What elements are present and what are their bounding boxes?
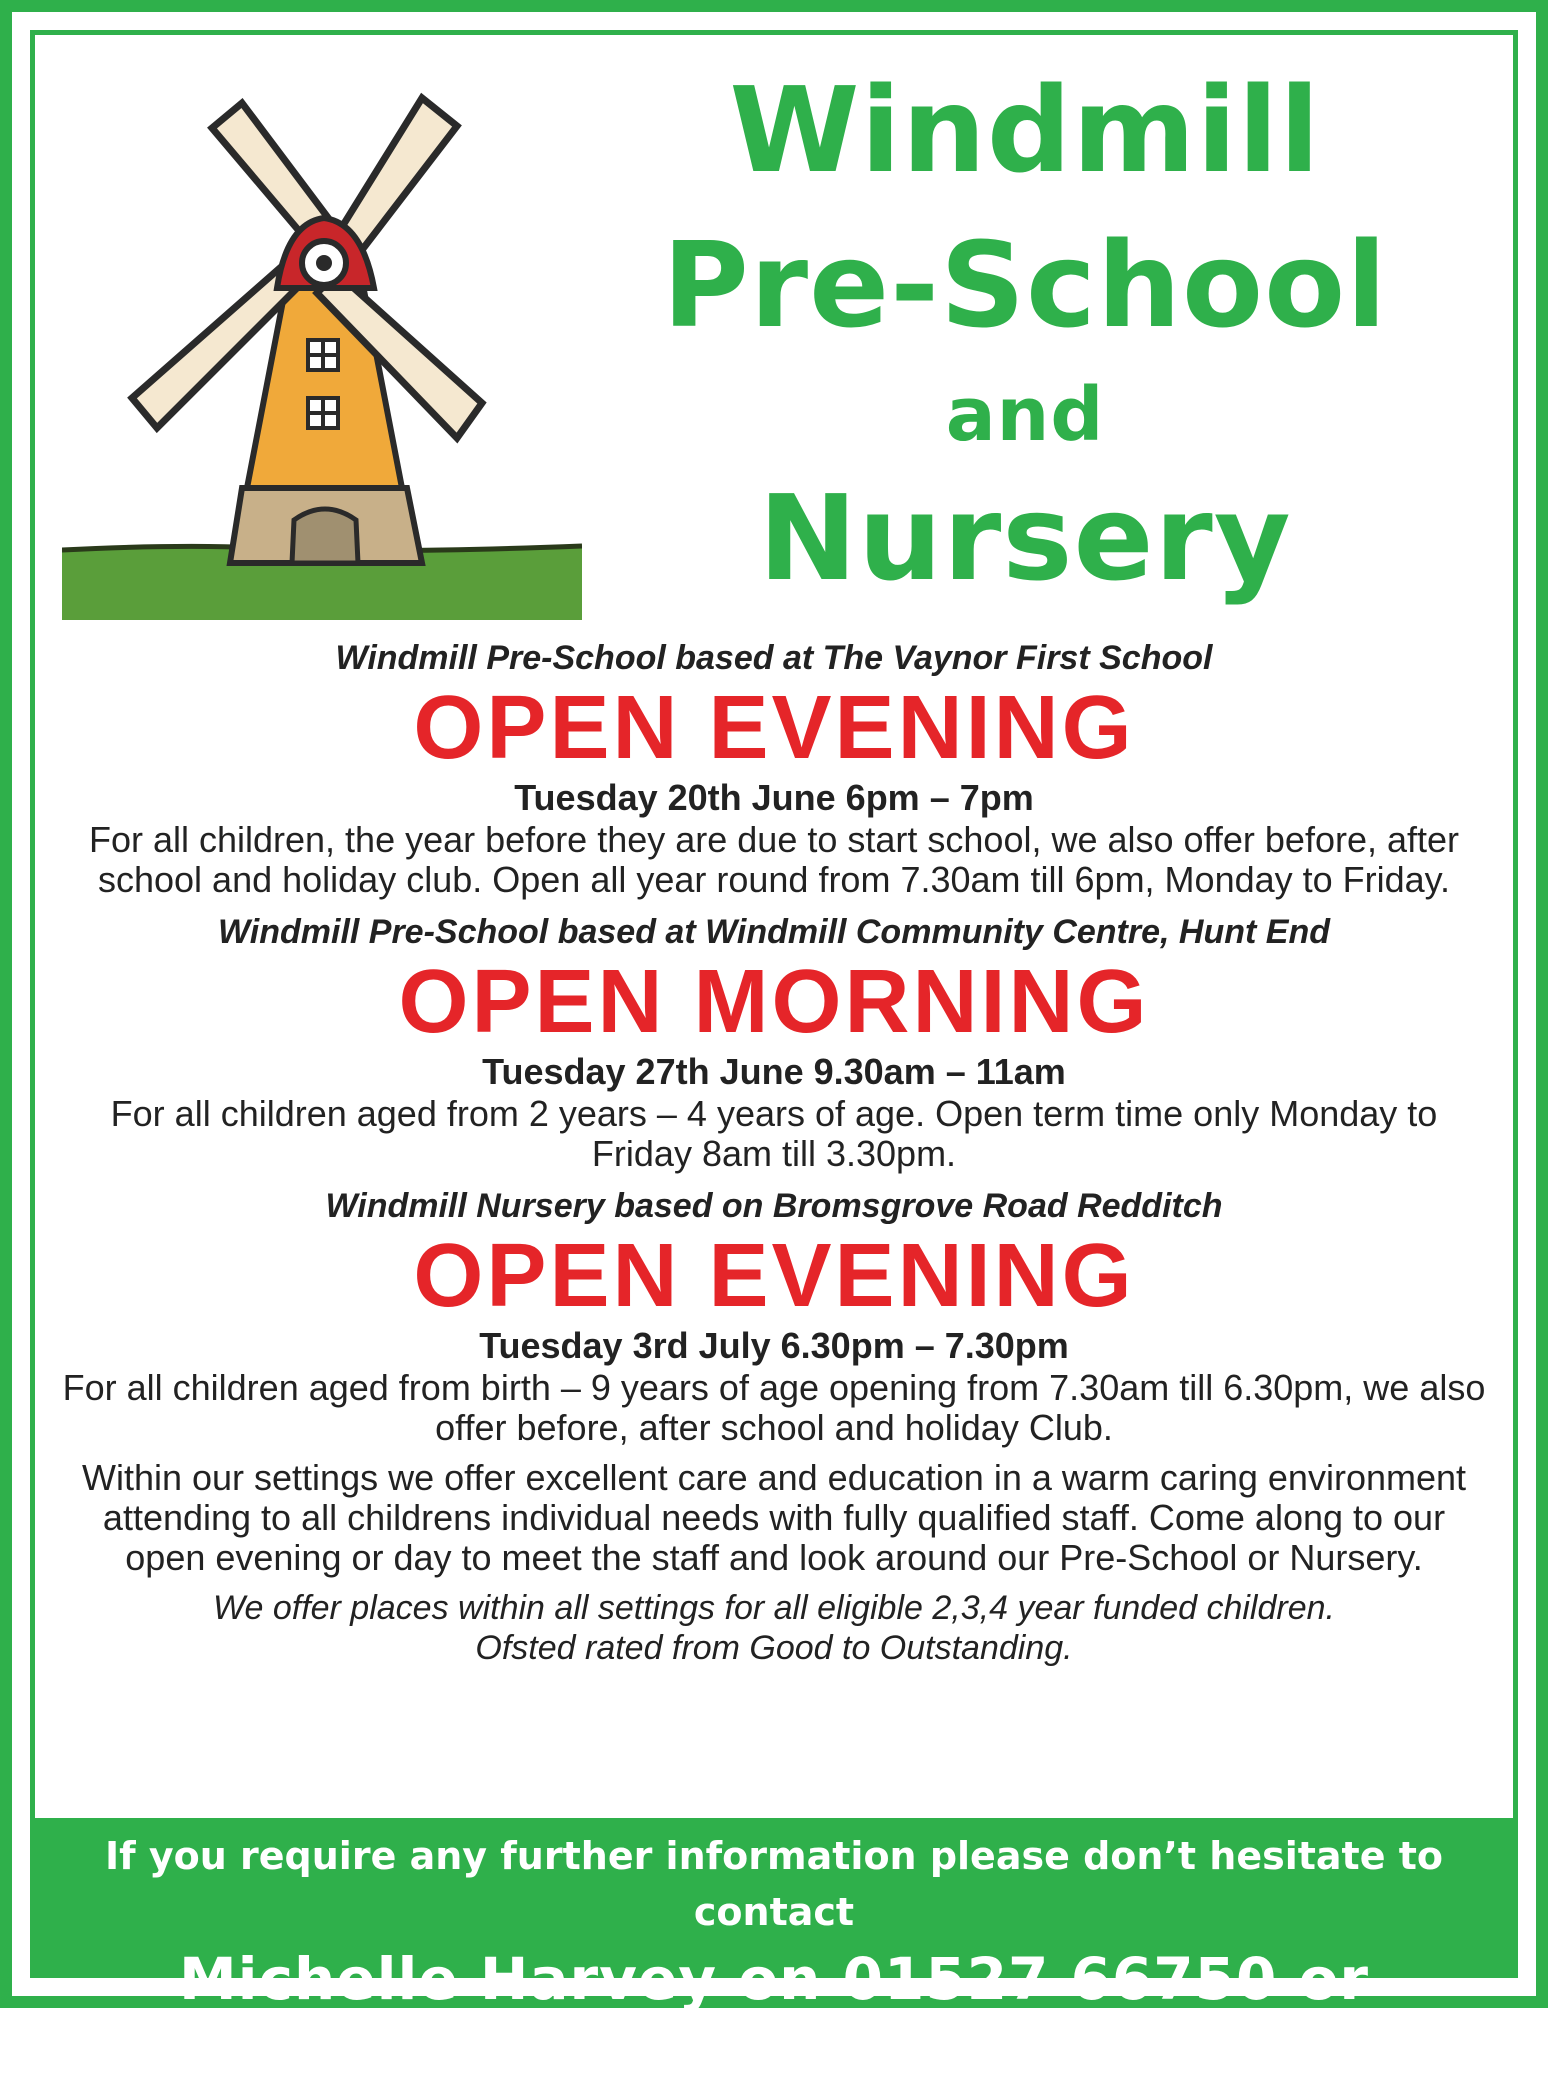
title-and: and xyxy=(945,372,1105,458)
event-description-2: For all children aged from 2 years – 4 years of age. Open term time only Monday to Friday 8am till 3.30pm. xyxy=(110,1093,1438,1174)
event-title-open-morning: OPEN MORNING xyxy=(398,952,1150,1052)
event-title-open-evening-1: OPEN EVENING xyxy=(413,678,1135,778)
ofsted-note: Ofsted rated from Good to Outstanding. xyxy=(475,1629,1073,1667)
main-content xyxy=(60,636,1488,1668)
contact-footer xyxy=(35,1818,1513,2091)
venue-bromsgrove-road: Windmill Nursery based on Bromsgrove Road Redditch xyxy=(325,1187,1223,1225)
contact-details: Michelle Harvey on 01527 66750 or 07759350156 xyxy=(178,1945,1370,2091)
title-windmill: Windmill xyxy=(729,61,1321,199)
about-paragraph: Within our settings we offer excellent care and education in a warm caring environment attending to all childrens individual needs with fully qualified staff. Come along to our open evening or day to meet the staff and look around our Pre-School or Nursery. xyxy=(81,1457,1467,1578)
event-date-1: Tuesday 20th June 6pm – 7pm xyxy=(514,777,1034,818)
event-title-open-evening-2: OPEN EVENING xyxy=(413,1226,1135,1326)
funding-note: We offer places within all settings for all eligible 2,3,4 year funded children. xyxy=(213,1589,1335,1627)
title-nursery: Nursery xyxy=(758,469,1292,607)
contact-intro: If you require any further information please don’t hesitate to contact xyxy=(104,1834,1443,1934)
event-description-3: For all children aged from birth – 9 years of age opening from 7.30am till 6.30pm, we also offer before, after school and holiday Club. xyxy=(62,1367,1486,1448)
venue-vaynor: Windmill Pre-School based at The Vaynor First School xyxy=(335,639,1213,677)
event-date-2: Tuesday 27th June 9.30am – 11am xyxy=(482,1051,1066,1092)
title-pre-school: Pre-School xyxy=(662,216,1388,354)
event-description-1: For all children, the year before they are due to start school, we also offer before, after school and holiday club. Open all year round from 7.30am till 6pm, Monday to Friday. xyxy=(88,819,1460,900)
venue-hunt-end: Windmill Pre-School based at Windmill Community Centre, Hunt End xyxy=(217,913,1330,951)
windmill-logo xyxy=(62,58,582,620)
event-date-3: Tuesday 3rd July 6.30pm – 7.30pm xyxy=(479,1325,1069,1366)
